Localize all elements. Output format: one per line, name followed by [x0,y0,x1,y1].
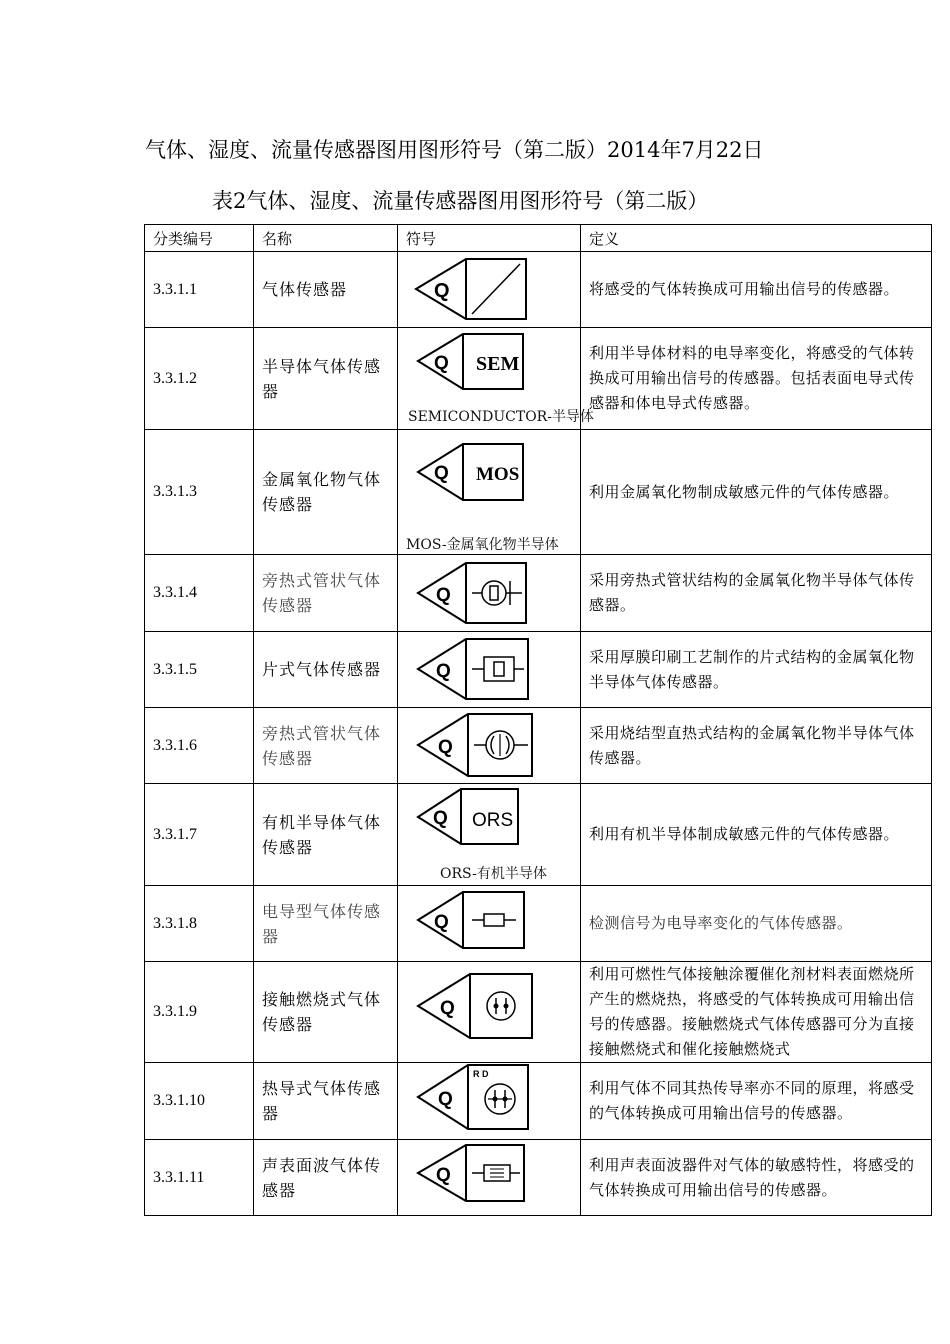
table-row [145,708,932,784]
row-name: 热导式气体传感器 [254,1063,398,1140]
svg-text:ORS: ORS [472,810,514,831]
table-row [145,328,932,430]
row-definition: 利用金属氧化物制成敏感元件的气体传感器。 [581,430,932,555]
row-name: 旁热式管状气体传感器 [254,555,398,632]
row-code: 3.3.1.11 [145,1140,254,1216]
svg-text:Q: Q [436,1165,451,1186]
catalytic-combustion-sensor-symbol-icon [406,962,589,1062]
row-definition: 利用有机半导体制成敏感元件的气体传感器。 [581,784,932,886]
svg-text:R D: R D [473,1069,489,1079]
row-code: 3.3.1.7 [145,784,254,886]
document-title: 气体、湿度、流量传感器图用图形符号（第二版）2014年7月22日 [145,138,764,162]
svg-text:Q: Q [438,1089,453,1110]
svg-text:Q: Q [436,585,451,606]
row-name: 接触燃烧式气体传感器 [254,962,398,1063]
table-row [145,430,932,555]
row-symbol [398,962,581,1063]
row-symbol [398,708,581,784]
svg-text:Q: Q [433,808,448,829]
row-symbol [398,632,581,708]
svg-text:Q: Q [434,280,450,302]
conductive-sensor-symbol-icon [406,886,589,961]
table-row [145,555,932,632]
row-symbol [398,784,581,886]
table-caption: 表2气体、湿度、流量传感器图用图形符号（第二版） [212,189,709,213]
row-definition: 采用旁热式管状结构的金属氧化物半导体气体传感器。 [581,555,932,632]
row-symbol [398,252,581,328]
header-name: 名称 [254,225,398,252]
row-name: 声表面波气体传感器 [254,1140,398,1216]
row-code: 3.3.1.8 [145,886,254,962]
symbol-note: ORS-有机半导体 [440,866,547,882]
row-symbol [398,1140,581,1216]
symbol-note: MOS-金属氧化物半导体 [406,537,559,553]
row-definition: 利用声表面波器件对气体的敏感特性，将感受的气体转换成可用输出信号的传感器。 [581,1140,932,1216]
svg-text:Q: Q [440,998,455,1019]
row-definition: 将感受的气体转换成可用输出信号的传感器。 [581,252,932,328]
row-code: 3.3.1.5 [145,632,254,708]
sintered-sensor-symbol-icon [406,708,589,783]
symbol-note: SEMICONDUCTOR-半导体 [408,409,594,425]
table-row [145,252,932,328]
svg-text:MOS: MOS [476,464,520,485]
gas-sensor-symbol-icon [406,252,589,327]
row-code: 3.3.1.4 [145,555,254,632]
header-code: 分类编号 [145,225,254,252]
row-symbol [398,328,594,430]
row-name: 半导体气体传感器 [254,328,398,430]
row-symbol [398,555,581,632]
row-code: 3.3.1.2 [145,328,254,430]
row-code: 3.3.1.9 [145,962,254,1063]
row-code: 3.3.1.3 [145,430,254,555]
row-code: 3.3.1.6 [145,708,254,784]
table-row [145,1063,932,1140]
chip-sensor-symbol-icon [406,632,589,707]
row-code: 3.3.1.10 [145,1063,254,1140]
table-row [145,784,932,886]
thermal-conductivity-sensor-symbol-icon [406,1063,589,1139]
row-symbol [398,1063,581,1140]
svg-text:Q: Q [434,912,449,933]
header-symbol: 符号 [398,225,581,252]
row-symbol [398,886,581,962]
row-definition: 采用厚膜印刷工艺制作的片式结构的金属氧化物半导体气体传感器。 [581,632,932,708]
row-code: 3.3.1.1 [145,252,254,328]
header-definition: 定义 [581,225,932,252]
row-name: 金属氧化物气体传感器 [254,430,398,555]
row-symbol [398,430,581,555]
tube-heater-sensor-symbol-icon [406,555,589,631]
row-definition: 检测信号为电导率变化的气体传感器。 [581,886,932,962]
table-row [145,632,932,708]
row-name: 有机半导体气体传感器 [254,784,398,886]
row-name: 气体传感器 [254,252,398,328]
table-row [145,962,932,1063]
table-header-row [145,225,932,252]
row-definition: 利用半导体材料的电导率变化，将感受的气体转换成可用输出信号的传感器。包括表面电导式传感器和体电导式传感器。 [581,328,932,430]
row-name: 片式气体传感器 [254,632,398,708]
table-row [145,886,932,962]
row-definition: 采用烧结型直热式结构的金属氧化物半导体气体传感器。 [581,708,932,784]
table-row [145,1140,932,1216]
row-definition: 利用可燃性气体接触涂覆催化剂材料表面燃烧所产生的燃烧热，将感受的气体转换成可用输出信号的传感器。接触燃烧式气体传感器可分为直接接触燃烧式和催化接触燃烧式 [581,962,932,1063]
saw-sensor-symbol-icon [406,1140,589,1215]
symbol-table [144,224,932,1216]
row-name: 旁热式管状气体传感器 [254,708,398,784]
svg-text:Q: Q [434,463,449,484]
row-name: 电导型气体传感器 [254,886,398,962]
svg-text:Q: Q [434,353,449,374]
svg-text:Q: Q [436,661,451,682]
svg-text:SEM: SEM [476,353,520,375]
row-definition: 利用气体不同其热传导率亦不同的原理，将感受的气体转换成可用输出信号的传感器。 [581,1063,932,1140]
svg-text:Q: Q [438,737,453,758]
